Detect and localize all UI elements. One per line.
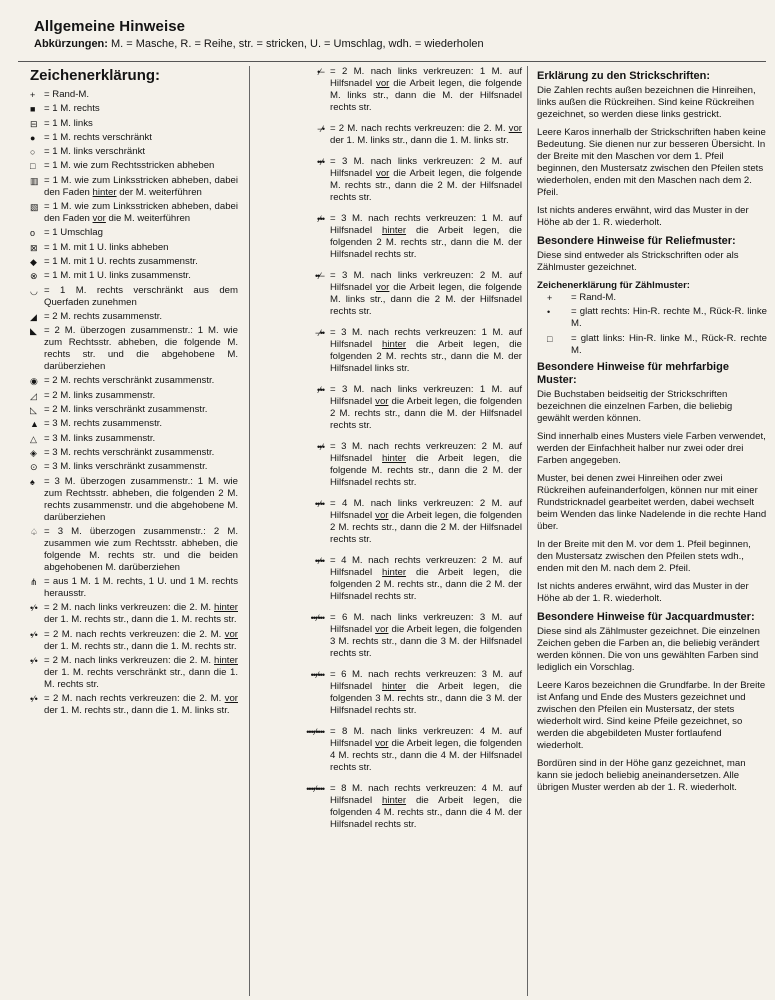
legend-entry (260, 156, 522, 204)
stitch-symbol-icon: ⊠ (30, 242, 38, 253)
legend-entry (30, 242, 238, 254)
description-text: = 1 M. wie zum Linksstricken abheben, dabei den Faden (44, 174, 238, 198)
stitch-symbol-icon: ● (30, 132, 36, 143)
description-text: = aus 1 M. 1 M. rechts, 1 U. und 1 M. rechts herausstr. (44, 576, 238, 600)
legend-description (44, 418, 238, 430)
stitch-symbol-icon: •⁄•• (317, 214, 324, 224)
description-emphasis: vor (375, 624, 389, 635)
description-text: = 1 M. mit 1 U. links abheben (44, 241, 169, 253)
legend-entry (260, 726, 522, 774)
paragraph: Muster, bei denen zwei Hinreihen oder zwei Rückreihen aufeinanderfolgen, können nur mit einer Rundstricknadel gearbeitet werden, dabei wechselt beim Wenden das linke Nadelende in die rechte Hand über. (537, 472, 767, 532)
legend-description (44, 576, 238, 600)
paragraph: Leere Karos bezeichnen die Grundfarbe. In der Breite ist Anfang und Ende des Musters gezeichnet und zwischen den Pfeilen ein Mustersatz, der stets wiederholt wird. Sind keine Pfeile gezeichnet, so werden die abgebildeten Muster fortlaufend wiederholt. (537, 679, 766, 751)
description-text: = 3 M. überzogen zusammenstr.: 2 M. zusammen wie zum Rechtsstr. abheben, die folgende M. rechts str. und die beiden abgehobenen M. darüberziehen (44, 525, 238, 573)
abbreviations-text: M. = Masche, R. = Reihe, str. = stricken, U. = Umschlag, wdh. = wiederholen (111, 38, 484, 50)
relief-heading: Besondere Hinweise für Reliefmuster: (537, 235, 736, 247)
legend-entry (30, 433, 238, 445)
legend-description (44, 404, 238, 416)
description-text: die Arbeit legen, die folgenden 2 M. rechts str., dann die M. der Hilfsnadel rechts str. (330, 396, 523, 431)
legend-entry (30, 325, 238, 373)
legend-entry (30, 418, 238, 430)
description-text: der 1. M. rechts str., dann die 1. M. rechts str. (44, 640, 237, 652)
paragraph: In der Breite mit den M. vor dem 1. Pfeil beginnen, den Mustersatz zwischen den Pfeilen stets wdh., enden mit den M. nach dem 2. Pfeil. (537, 538, 751, 574)
description-text: die Arbeit legen, die folgende M. rechts str., dann die 2 M. der Hilfsnadel rechts str. (330, 168, 523, 203)
description-text: = 1 M. links (44, 117, 93, 129)
legend-description (44, 461, 238, 473)
legend-entry (260, 783, 522, 831)
stitch-symbol-icon: ••⁄• (317, 442, 324, 452)
symbol-legend-column-2 (260, 66, 522, 840)
legend-description (44, 201, 238, 225)
stitch-symbol-icon: −⁄•• (314, 328, 324, 338)
description-text: = 1 M. mit 1 U. links zusammenstr. (44, 270, 191, 282)
legend-entry (30, 118, 238, 130)
description-text: = 6 M. nach links verkreuzen: 3 M. auf Hilfsnadel (330, 612, 522, 635)
abbreviations-label: Abkürzungen: (34, 38, 108, 50)
stitch-symbol-icon: ••⁄•• (314, 556, 324, 566)
stitch-symbol-icon: ••••⁄•••• (306, 784, 324, 794)
legend-description (328, 555, 522, 603)
legend-entry (30, 576, 238, 600)
page-title: Allgemeine Hinweise (34, 18, 186, 35)
description-text: die Arbeit legen, die folgenden 2 M. rechts str., dann die M. der Hilfsnadel links str. (330, 339, 522, 374)
legend-description (328, 123, 522, 147)
jacquard-heading: Besondere Hinweise für Jacquardmuster: (537, 610, 755, 623)
description-text: = 6 M. nach rechts verkreuzen: 3 M. auf Hilfsnadel (330, 669, 522, 692)
description-text: = 2 M. nach rechts verkreuzen: die 2. M. (44, 628, 225, 640)
description-text: = Rand-M. (44, 89, 90, 100)
legend-entry (260, 555, 522, 603)
legend-description (328, 783, 522, 831)
abbreviations (34, 38, 754, 50)
legend-entry (260, 384, 522, 432)
multicolor-paragraphs (537, 389, 767, 605)
description-text: = 3 M. links zusammenstr. (44, 432, 156, 444)
stitch-symbol-icon: ■ (30, 104, 36, 115)
legend-description (44, 89, 238, 101)
description-emphasis: vor (224, 693, 238, 705)
stitch-symbol-icon: •••⁄••• (310, 613, 324, 623)
description-text: = 2 M. überzogen zusammenstr.: 1 M. wie zum Rechtsstr. abheben, die folgende M. rechts str. und die abgehobene M. darüberziehen (44, 325, 238, 373)
legend-description (44, 227, 238, 239)
description-emphasis: vor (375, 738, 389, 749)
description-text: die Arbeit legen, die folgenden 2 M. rechts str., dann die M. der Hilfsnadel rechts str. (330, 225, 522, 260)
stitch-symbol-icon: ○ (30, 147, 36, 158)
description-text: die Arbeit legen, die folgende M. links str., dann die 2 M. der Hilfsnadel rechts str. (330, 282, 523, 317)
stitch-symbol-icon: ⊙ (30, 462, 38, 473)
legend-description (44, 242, 238, 254)
description-text: = 2 M. nach rechts verkreuzen: die 2. M. (330, 123, 509, 134)
legend-entry (260, 669, 522, 717)
stitch-symbol-icon: □ (30, 161, 36, 172)
description-text: = 2 M. nach links verkreuzen: die 2. M. (44, 655, 214, 667)
legend-entry (30, 693, 238, 717)
symbol-legend-column-1 (30, 66, 238, 720)
stitch-symbol-icon: •⁄• (30, 694, 38, 705)
legend-description (44, 160, 238, 172)
stitch-symbol-icon: ••⁄• (317, 157, 324, 167)
legend-description (44, 693, 238, 717)
legend-description (44, 476, 238, 524)
legend-description (44, 256, 238, 268)
stitch-symbol-icon: ⊟ (30, 118, 38, 129)
legend-description (328, 270, 522, 318)
legend-description (44, 325, 238, 373)
stitch-symbol-icon: ••⁄•• (314, 499, 324, 509)
explain-paragraphs (537, 85, 767, 229)
count-legend-entry (537, 292, 767, 304)
multicolor-heading: Besondere Hinweise für mehrfarbige Muster: (537, 360, 729, 386)
legend-description (44, 375, 238, 387)
paragraph: Ist nichts anderes erwähnt, wird das Muster in der Höhe ab der 1. R. wiederholt. (537, 205, 749, 228)
description-text: = 3 M. nach rechts verkreuzen: 1 M. auf Hilfsnadel (330, 213, 522, 236)
legend-entry (30, 447, 238, 459)
legend-entry (260, 612, 522, 660)
legend-entry (30, 146, 238, 158)
description-text: der M. weiterführen (116, 186, 202, 198)
legend-description (328, 384, 522, 432)
legend-entry (260, 66, 522, 114)
stitch-symbol-icon: ♠ (30, 476, 35, 487)
legend-heading: Zeichenerklärung: (30, 67, 161, 84)
description-emphasis: vor (224, 628, 238, 640)
legend-entry (260, 498, 522, 546)
description-text: = 3 M. nach rechts verkreuzen: 2 M. auf Hilfsnadel (330, 441, 522, 464)
description-text: = 8 M. nach links verkreuzen: 4 M. auf Hilfsnadel (330, 726, 522, 749)
description-text: = 4 M. nach links verkreuzen: 2 M. auf Hilfsnadel (330, 498, 522, 521)
count-legend-entry (537, 306, 767, 330)
stitch-symbol-icon: ▲ (30, 419, 39, 430)
legend-description (44, 285, 238, 309)
legend-list-2 (260, 66, 522, 831)
description-emphasis: hinter (382, 339, 407, 350)
legend-description (44, 103, 238, 115)
legend-description (44, 132, 238, 144)
legend-entry (30, 270, 238, 282)
legend-entry (30, 311, 238, 323)
legend-description (44, 433, 238, 445)
legend-description (328, 156, 522, 204)
legend-entry (30, 89, 238, 101)
legend-entry (30, 256, 238, 268)
description-text: = 1 M. mit 1 U. rechts zusammenstr. (44, 255, 198, 267)
description-emphasis: hinter (92, 186, 117, 198)
legend-entry (260, 327, 522, 375)
stitch-symbol-icon: ◡ (30, 285, 38, 296)
description-emphasis: vor (376, 282, 390, 293)
page-header (34, 18, 754, 50)
count-description: = glatt rechts: Hin-R. rechte M., Rück-R. linke M. (571, 306, 767, 330)
explain-heading: Erklärung zu den Strickschriften: (537, 70, 710, 82)
description-text: = 2 M. rechts verschränkt zusammenstr. (44, 375, 215, 387)
stitch-symbol-icon: •⁄• (30, 603, 38, 614)
description-emphasis: hinter (382, 453, 407, 464)
paragraph: Diese sind als Zählmuster gezeichnet. Die einzelnen Zeichen geben die Farben an, die beliebig verändert werden können. Die von uns gewählten Farben sind lediglich ein Vorschlag. (537, 625, 760, 673)
description-emphasis: hinter (382, 795, 407, 806)
stitch-symbol-icon: ⋔ (30, 577, 38, 588)
legend-entry (260, 270, 522, 318)
legend-description (44, 118, 238, 130)
legend-description (44, 629, 238, 653)
description-text: die Arbeit legen, die folgenden 2 M. rechts str., dann die 2 M. der Hilfsnadel rechts str. (330, 567, 522, 602)
count-legend-entry (537, 333, 767, 357)
description-text: = 1 M. rechts verschränkt aus dem Querfaden zunehmen (44, 284, 238, 308)
description-text: = 3 M. nach links verkreuzen: 2 M. auf Hilfsnadel (330, 270, 522, 293)
legend-description (44, 526, 238, 574)
description-text: = 1 M. rechts (44, 103, 100, 115)
legend-entry (30, 285, 238, 309)
legend-entry (30, 461, 238, 473)
description-text: der 1. M. rechts str., dann die 1. M. links str. (44, 705, 230, 717)
stitch-symbol-icon: + (30, 90, 36, 100)
description-text: die Arbeit legen, die folgenden 4 M. rechts str., dann die 4 M. der Hilfsnadel rechts str. (330, 738, 523, 773)
legend-entry (30, 201, 238, 225)
description-text: = 3 M. nach rechts verkreuzen: 1 M. auf Hilfsnadel (330, 327, 522, 350)
stitch-symbol-icon: •⁄• (30, 629, 38, 640)
description-emphasis: vor (376, 168, 390, 179)
description-emphasis: hinter (214, 655, 238, 667)
description-text: = 1 M. links verschränkt (44, 146, 146, 158)
paragraph: Sind innerhalb eines Musters viele Farben verwendet, werden der Einfachheit halber nur zwei oder drei Farben angegeben. (537, 430, 766, 466)
description-text: = 3 M. rechts zusammenstr. (44, 418, 163, 430)
stitch-symbol-icon: ◈ (30, 447, 37, 458)
stitch-symbol-icon: ••••⁄•••• (306, 727, 324, 737)
legend-entry (260, 441, 522, 489)
count-legend-list (537, 292, 767, 357)
stitch-symbol-icon: ▧ (30, 202, 39, 213)
legend-entry (30, 390, 238, 402)
stitch-symbol-icon: △ (30, 433, 37, 444)
stitch-symbol-icon: ◉ (30, 376, 38, 387)
stitch-symbol-icon: ◆ (30, 256, 37, 267)
description-text: = 1 Umschlag (44, 227, 103, 239)
paragraph: Ist nichts anderes erwähnt, wird das Muster in der Höhe ab der 1. R. wiederholt. (537, 580, 749, 604)
legend-entry (30, 227, 238, 239)
count-symbol-icon: + (547, 293, 553, 303)
legend-description (328, 498, 522, 546)
description-text: = 1 M. rechts verschränkt (44, 131, 152, 143)
description-text: = 2 M. nach links verkreuzen: 1 M. auf Hilfsnadel (330, 66, 522, 89)
paragraph: Bordüren sind in der Höhe ganz gezeichnet, man kann sie jedoch beliebig aneinandersetzen. Alle übrigen Muster werden ab der 1. R. wiederholt. (537, 757, 746, 793)
description-text: = 2 M. links verschränkt zusammenstr. (44, 404, 208, 416)
description-text: die Arbeit legen, die folgende M. links str., dann die M. der Hilfsnadel rechts str. (330, 78, 523, 113)
description-text: die Arbeit legen, die folgenden 2 M. rechts str., dann die 2 M. der Hilfsnadel rechts str. (330, 510, 523, 545)
stitch-symbol-icon: ••⁄− (314, 271, 324, 281)
description-text: = 3 M. nach links verkreuzen: 1 M. auf Hilfsnadel (330, 384, 522, 407)
legend-entry (30, 375, 238, 387)
description-text: = 2 M. rechts zusammenstr. (44, 310, 163, 322)
legend-entry (30, 404, 238, 416)
stitch-symbol-icon: ◢ (30, 311, 37, 322)
stitch-symbol-icon: o (30, 228, 36, 239)
description-text: = 3 M. nach links verkreuzen: 2 M. auf Hilfsnadel (330, 156, 522, 179)
legend-entry (260, 123, 522, 147)
legend-description (328, 441, 522, 489)
legend-description (44, 270, 238, 282)
legend-description (328, 612, 522, 660)
count-description: = glatt links: Hin-R. linke M., Rück-R. rechte M. (571, 332, 767, 356)
legend-description (328, 66, 522, 114)
legend-description (44, 447, 238, 459)
stitch-symbol-icon: •••⁄••• (310, 670, 324, 680)
legend-description (328, 213, 522, 261)
legend-description (44, 655, 238, 691)
legend-entry (30, 175, 238, 199)
count-symbol-icon: • (547, 307, 551, 318)
stitch-symbol-icon: ◿ (30, 390, 37, 401)
stitch-symbol-icon: ⊗ (30, 271, 38, 282)
description-emphasis: hinter (382, 225, 407, 236)
description-emphasis: hinter (382, 681, 407, 692)
description-text: die Arbeit legen, die folgenden 3 M. rechts str., dann die 3 M. der Hilfsnadel rechts str. (330, 624, 523, 659)
column-divider-2 (527, 66, 528, 996)
column-divider-1 (249, 66, 250, 996)
description-text: = 8 M. nach rechts verkreuzen: 4 M. auf Hilfsnadel (330, 783, 522, 806)
description-text: = 2 M. nach rechts verkreuzen: die 2. M. (44, 693, 225, 705)
legend-entry (30, 526, 238, 574)
stitch-symbol-icon: ◣ (30, 326, 37, 337)
stitch-symbol-icon: −⁄• (317, 124, 324, 134)
description-text: der 1. M. links str., dann die 1. M. links str. (330, 135, 509, 146)
notes-column (537, 66, 767, 800)
legend-entry (30, 103, 238, 115)
count-symbol-icon: □ (547, 333, 553, 344)
legend-entry (30, 476, 238, 524)
description-text: = 1 M. wie zum Rechtsstricken abheben (44, 160, 215, 172)
paragraph: Leere Karos innerhalb der Strickschriften haben keine Bedeutung. Sie dienen nur zur besseren Übersicht. In der Breite mit den Maschen vor dem 1. Pfeil beginnen, den Mustersatz zwischen den Pfeilen stets wiederholen, enden mit den Maschen nach dem 2. Pfeil. (537, 127, 766, 198)
legend-entry (30, 602, 238, 626)
stitch-symbol-icon: ♤ (30, 526, 39, 537)
relief-paragraph: Diese sind entweder als Strickschriften oder als Zählmuster gezeichnet. (537, 250, 739, 273)
description-text: die Arbeit legen, die folgenden 4 M. rechts str., dann die 4 M. der Hilfsnadel rechts str. (330, 795, 522, 830)
description-emphasis: vor (375, 396, 389, 407)
count-legend-heading: Zeichenerklärung für Zählmuster: (537, 280, 690, 291)
legend-entry (260, 213, 522, 261)
legend-description (44, 146, 238, 158)
description-text: die Arbeit legen, die folgende M. rechts str., dann die 2 M. der Hilfsnadel rechts str. (330, 453, 522, 488)
description-text: = 3 M. überzogen zusammenstr.: 1 M. wie zum Rechtsstr. abheben, die folgenden 2 M. rechts zusammenstr. und die abgehobene M. darüberziehen (44, 475, 238, 523)
paragraph: Die Buchstaben beidseitig der Strickschriften bezeichnen die einzelnen Farben, die beliebig gewählt werden können. (537, 388, 733, 424)
stitch-symbol-icon: ◺ (30, 405, 37, 416)
legend-entry (30, 655, 238, 691)
legend-description (328, 726, 522, 774)
description-text: = 4 M. nach rechts verkreuzen: 2 M. auf Hilfsnadel (330, 555, 522, 578)
legend-description (44, 390, 238, 402)
header-divider (18, 61, 766, 62)
legend-description (44, 175, 238, 199)
description-emphasis: vor (375, 510, 389, 521)
legend-description (44, 602, 238, 626)
description-text: der 1. M. rechts verschränkt str., dann die 1. M. rechts str. (44, 667, 238, 691)
legend-description (328, 669, 522, 717)
description-text: = 3 M. rechts verschränkt zusammenstr. (44, 446, 215, 458)
jacquard-paragraphs (537, 626, 767, 794)
legend-description (328, 327, 522, 375)
count-description: = Rand-M. (571, 292, 617, 303)
legend-entry (30, 160, 238, 172)
legend-description (44, 311, 238, 323)
description-text: = 2 M. links zusammenstr. (44, 389, 156, 401)
description-text: die Arbeit legen, die folgenden 3 M. rechts str., dann die 3 M. der Hilfsnadel rechts str. (330, 681, 522, 716)
stitch-symbol-icon: •⁄− (317, 67, 324, 77)
description-emphasis: vor (508, 123, 522, 134)
description-emphasis: hinter (214, 602, 238, 614)
legend-list-1 (30, 89, 238, 717)
description-text: die M. weiterführen (105, 213, 191, 225)
description-text: = 2 M. nach links verkreuzen: die 2. M. (44, 602, 214, 614)
stitch-symbol-icon: ▥ (30, 175, 39, 186)
legend-entry (30, 629, 238, 653)
description-emphasis: vor (92, 213, 106, 225)
description-emphasis: vor (376, 78, 390, 89)
description-text: = 1 M. wie zum Linksstricken abheben, dabei den Faden (44, 201, 238, 225)
paragraph: Die Zahlen rechts außen bezeichnen die Hinreihen, links außen die Rückreihen. Sind keine Rückreihen gezeichnet, so werden diese links gestrickt. (537, 85, 756, 120)
stitch-symbol-icon: •⁄•• (317, 385, 324, 395)
description-emphasis: hinter (382, 567, 407, 578)
description-text: der 1. M. rechts str., dann die 1. M. rechts str. (44, 614, 237, 626)
description-text: = 3 M. links verschränkt zusammenstr. (44, 461, 208, 473)
legend-entry (30, 132, 238, 144)
stitch-symbol-icon: •⁄• (30, 656, 38, 667)
